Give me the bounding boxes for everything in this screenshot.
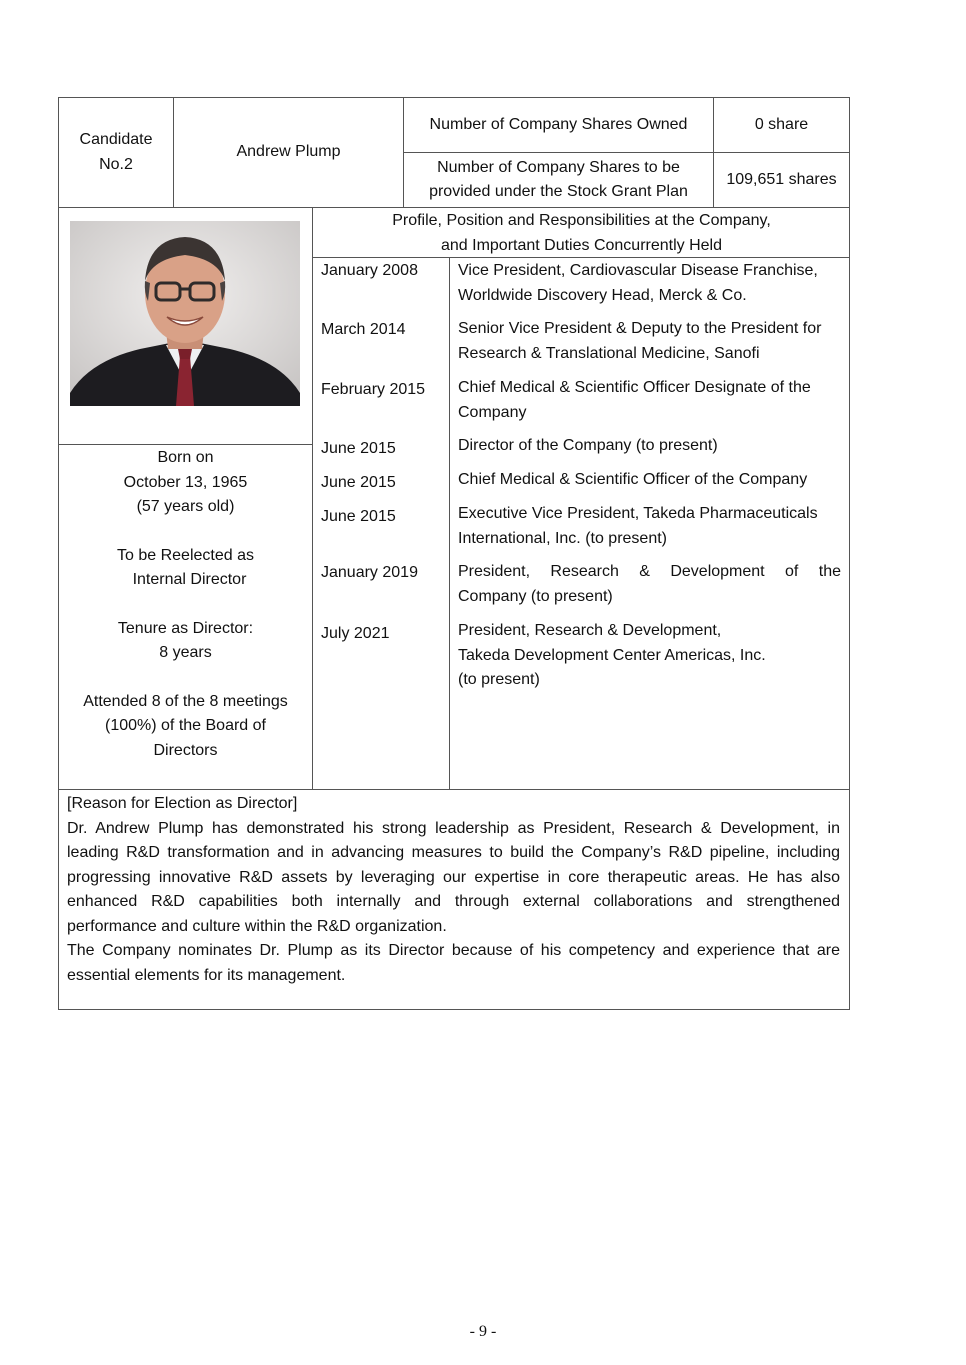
profile-heading-line2: and Important Duties Concurrently Held: [440, 236, 723, 254]
shares-grant-value-cell: [714, 153, 849, 207]
reason-section: [67, 792, 840, 988]
career-date: June 2015: [321, 440, 396, 457]
career-description: [458, 317, 841, 366]
candidate-name-cell: [174, 98, 403, 207]
career-description-line: Company: [458, 403, 527, 421]
career-description-line: Company (to present): [458, 587, 613, 605]
profile-heading-line1: Profile, Position and Responsibilities at the Company,: [392, 212, 771, 229]
career-description-line: International, Inc. (to present): [458, 529, 667, 547]
career-date: June 2015: [321, 474, 396, 491]
career-description-line: Senior Vice President & Deputy to the President for: [458, 320, 822, 337]
career-description-line: President, Research & Development,: [458, 622, 722, 639]
career-description-line: Chief Medical & Scientific Officer of the Company: [458, 471, 808, 488]
attendance-line2: (100%) of the Board of: [105, 717, 266, 734]
reelection-status-line2: Internal Director: [132, 571, 247, 588]
body-divider-left: [312, 207, 313, 790]
career-date: June 2015: [321, 508, 396, 525]
reason-paragraph: Dr. Andrew Plump has demonstrated his strong leadership as President, Research & Development, in leading R&D transformation and in advancing measures to build the Company’s R&D pipeline, including progressing innovative R&D assets by leveraging our expertise in core therapeutic areas. He has also enhanced R&D capabilities both internally and through external collaborations and strengthened performance and culture within the R&D organization.: [67, 819, 840, 935]
candidate-bio: [59, 446, 312, 763]
career-date: February 2015: [321, 381, 426, 398]
shares-owned-value-cell: [714, 98, 849, 152]
candidate-number: No.2: [99, 155, 133, 173]
attendance-line1: Attended 8 of the 8 meetings: [83, 692, 288, 710]
reason-paragraph: The Company nominates Dr. Plump as its Director because of his competency and experience that are essential elements for its management.: [67, 942, 840, 984]
shares-owned-value: 0 share: [754, 115, 809, 133]
career-description-line: Worldwide Discovery Head, Merck & Co.: [458, 286, 747, 304]
page-number: - 9 -: [469, 1323, 497, 1340]
shares-owned-label-cell: [404, 98, 713, 152]
career-date: January 2019: [321, 564, 418, 581]
tenure-label: Tenure as Director:: [117, 619, 254, 637]
career-description: [458, 376, 841, 425]
career-date: March 2014: [321, 321, 406, 338]
career-description-line: Research & Translational Medicine, Sanofi: [458, 344, 760, 362]
reason-top-line: [58, 789, 850, 790]
reason-heading: [Reason for Election as Director]: [67, 795, 298, 812]
attendance-line3: Directors: [153, 741, 218, 759]
career-description: [458, 259, 841, 308]
career-description: [458, 502, 841, 551]
career-description-line: Director of the Company (to present): [458, 437, 718, 454]
career-description-line: Chief Medical & Scientific Officer Designate of the: [458, 379, 811, 396]
career-date: July 2021: [321, 625, 390, 642]
career-description: [458, 468, 841, 493]
shares-owned-label: Number of Company Shares Owned: [429, 115, 688, 133]
header-bottom-line: [58, 207, 850, 208]
candidate-label: Candidate: [79, 131, 153, 148]
candidate-name: Andrew Plump: [236, 143, 341, 161]
birth-date: October 13, 1965: [123, 473, 248, 491]
career-date: January 2008: [321, 262, 418, 279]
career-description-line: Vice President, Cardiovascular Disease Franchise,: [458, 262, 818, 279]
portrait-illustration: [70, 221, 300, 406]
career-description: [458, 560, 841, 609]
photo-bottom-line: [58, 444, 312, 445]
profile-heading: [313, 209, 850, 258]
tenure-value: 8 years: [159, 644, 212, 661]
age: (57 years old): [136, 498, 235, 515]
candidate-number-cell: [59, 98, 173, 207]
shares-grant-label-line1: Number of Company Shares to be: [437, 158, 680, 176]
shares-grant-label-cell: [404, 153, 713, 207]
shares-grant-value: 109,651 shares: [726, 170, 837, 188]
candidate-photo: [70, 221, 300, 406]
career-description-line: Takeda Development Center Americas, Inc.: [458, 646, 766, 664]
born-label: Born on: [157, 449, 214, 466]
shares-grant-label-line2: provided under the Stock Grant Plan: [429, 183, 688, 200]
body-divider-date: [449, 257, 450, 790]
reelection-status-line1: To be Reelected as: [117, 546, 254, 564]
career-description-line: President, Research & Development of the: [458, 563, 841, 580]
career-description: [458, 434, 841, 459]
career-description-line: (to present): [458, 671, 540, 688]
career-description: [458, 619, 841, 693]
career-description-line: Executive Vice President, Takeda Pharmaceuticals: [458, 505, 818, 522]
